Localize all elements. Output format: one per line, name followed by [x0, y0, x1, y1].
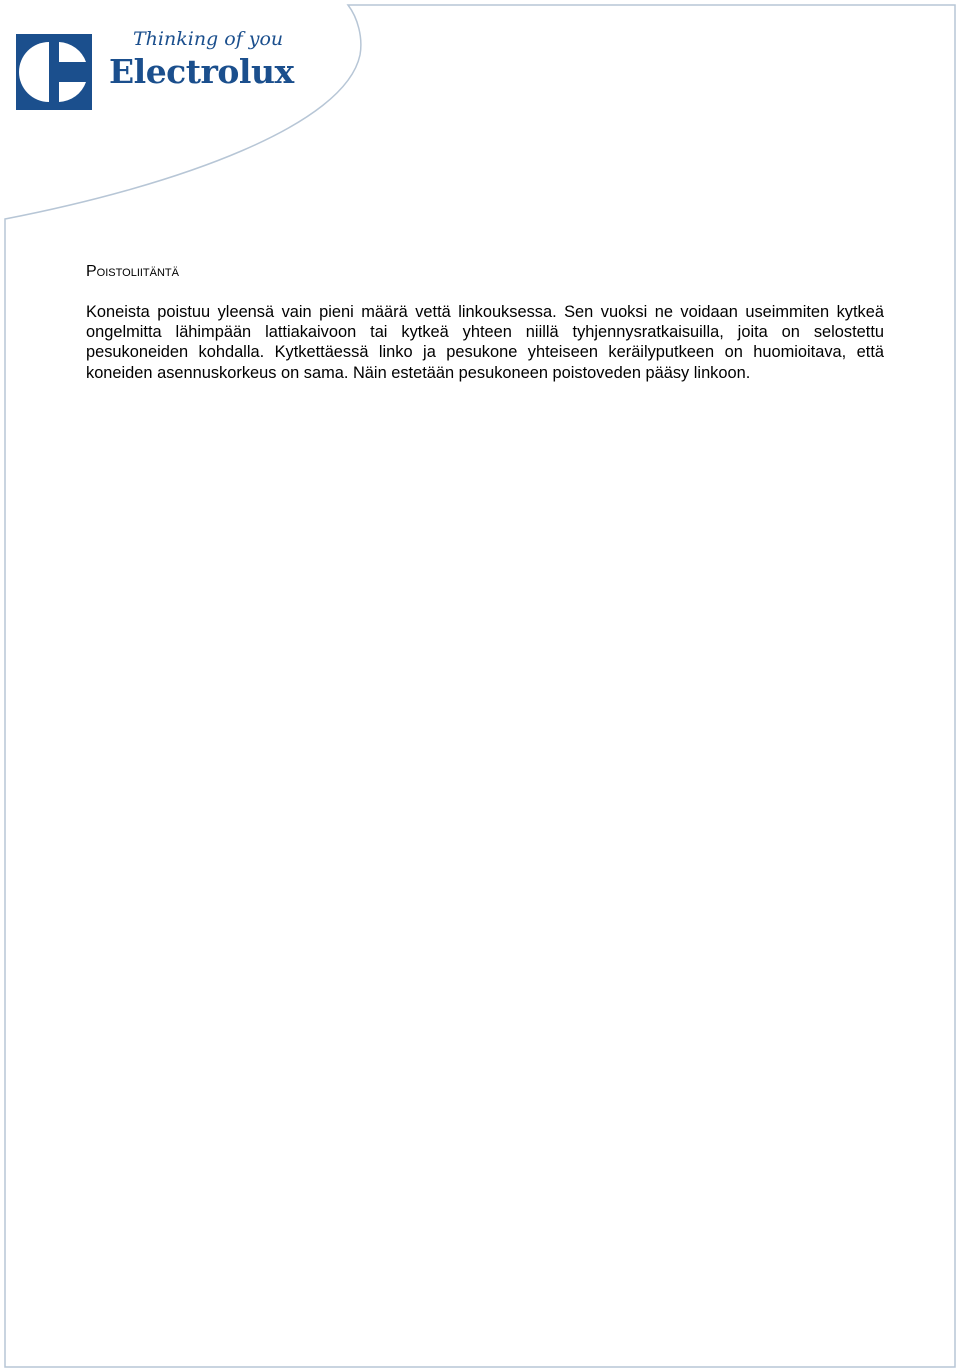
section-heading: Poistoliitäntä [86, 263, 179, 280]
electrolux-logo-icon [16, 34, 92, 110]
logo-wordmark: Electrolux [109, 52, 294, 91]
page-border-curve [5, 5, 955, 1367]
body-paragraph: Koneista poistuu yleensä vain pieni määrä vettä linkouksessa. Sen vuoksi ne voidaan useimmiten kytkeä ongelmitta lähimpään lattiakaivoon tai kytkeä yhteen niillä tyhjennysratkaisuilla, joita on selostettu pesukoneiden kohdalla. Kytkettäessä linko ja pesukone yhteiseen keräilyputkeen on huomioitava, että koneiden asennuskorkeus on sama. Näin estetään pesukoneen poistoveden pääsy linkoon. [86, 303, 884, 382]
electrolux-logo [15, 28, 294, 112]
logo-tagline: Thinking of you [133, 28, 284, 50]
